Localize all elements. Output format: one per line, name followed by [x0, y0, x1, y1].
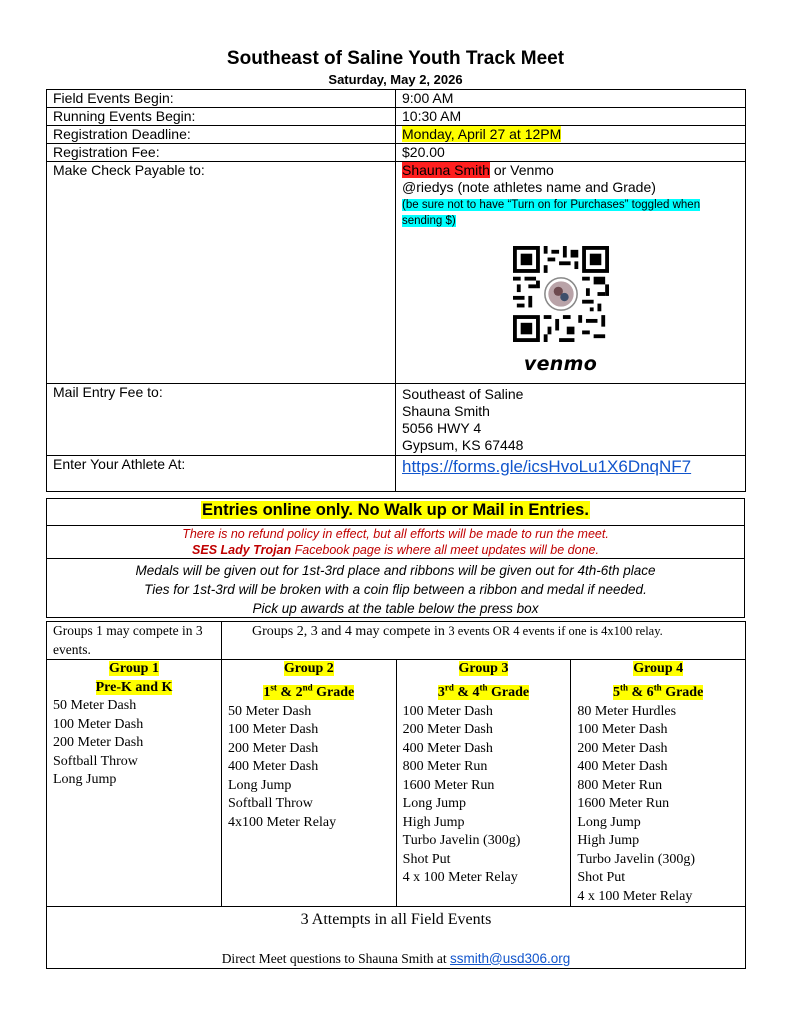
- groups-table: [46, 621, 746, 969]
- event-item: Softball Throw: [228, 796, 313, 812]
- registration-fee-label: Registration Fee:: [47, 144, 396, 162]
- enter-athlete-label: Enter Your Athlete At:: [47, 456, 396, 492]
- event-item: 200 Meter Dash: [577, 740, 668, 756]
- payable-name: Shauna Smith: [402, 162, 490, 178]
- event-item: High Jump: [402, 814, 465, 830]
- event-item: Long Jump: [577, 814, 641, 830]
- footer-cell: [47, 907, 746, 969]
- group234-rule-main: Groups 2, 3 and 4 may compete in: [252, 624, 449, 639]
- mail-entry-label: Mail Entry Fee to:: [47, 384, 396, 456]
- mail-address-line: 5056 HWY 4: [402, 420, 482, 436]
- field-events-label: Field Events Begin:: [47, 90, 396, 108]
- event-item: 400 Meter Dash: [228, 759, 319, 775]
- payable-label: Make Check Payable to:: [47, 162, 396, 384]
- event-item: 100 Meter Dash: [228, 722, 319, 738]
- entries-notice: [46, 498, 745, 618]
- mail-address-line: Southeast of Saline: [402, 386, 524, 402]
- event-item: 200 Meter Dash: [402, 722, 493, 738]
- refund-policy: There is no refund policy in effect, but all efforts will be made to run the meet.: [182, 527, 609, 541]
- venmo-note: (be sure not to have “Turn on for Purchases” toggled when sending $): [402, 199, 701, 227]
- venmo-qr-code: [513, 246, 609, 342]
- payable-cell: [396, 162, 746, 384]
- event-item: Turbo Javelin (300g): [577, 851, 696, 867]
- event-item: Shot Put: [402, 851, 451, 867]
- awards-line: Ties for 1st-3rd will be broken with a coin flip between a ribbon and medal if needed.: [144, 582, 647, 597]
- group1-rule: Groups 1 may compete in 3 events.: [47, 622, 222, 660]
- event-item: 100 Meter Dash: [53, 716, 144, 732]
- event-item: 100 Meter Dash: [577, 722, 668, 738]
- group-3-column: [396, 660, 571, 907]
- event-item: 50 Meter Dash: [53, 698, 137, 713]
- meet-info-table: [46, 89, 746, 492]
- event-item: 80 Meter Hurdles: [577, 703, 677, 719]
- group-2-column: [222, 660, 397, 907]
- group234-rule: [222, 622, 746, 660]
- event-item: 400 Meter Dash: [577, 759, 668, 775]
- event-item: 1600 Meter Run: [577, 796, 670, 812]
- event-item: 200 Meter Dash: [228, 740, 319, 756]
- group-1-name: Group 1: [109, 661, 159, 676]
- group-4-name: Group 4: [633, 661, 684, 676]
- awards-line: Medals will be given out for 1st-3rd place and ribbons will be given out for 4th-6th place: [135, 563, 656, 578]
- group-2-name: Group 2: [283, 661, 334, 676]
- group-1-grade: Pre-K and K: [95, 679, 173, 695]
- entries-online-headline: Entries online only. No Walk up or Mail in Entries.: [202, 501, 589, 519]
- mail-address-line: Gypsum, KS 67448: [402, 437, 524, 453]
- group-3-name: Group 3: [458, 661, 509, 676]
- questions-text: Direct Meet questions to Shauna Smith at: [221, 950, 451, 966]
- event-item: Turbo Javelin (300g): [402, 833, 521, 849]
- group234-rule-detail: 3 events OR 4 events if one is 4x100 relay.: [448, 624, 663, 638]
- questions-line: [53, 950, 739, 969]
- event-item: Long Jump: [402, 796, 467, 812]
- facebook-updates-text: Facebook page is where all meet updates will be done.: [291, 543, 599, 557]
- event-item: Long Jump: [228, 777, 292, 793]
- event-item: 800 Meter Run: [577, 777, 663, 793]
- venmo-logo: venmo: [523, 353, 598, 375]
- meet-date: Saturday, May 2, 2026: [328, 72, 463, 87]
- awards-line: Pick up awards at the table below the press box: [252, 601, 539, 616]
- group-4-column: [571, 660, 746, 907]
- enter-athlete-cell: [396, 456, 746, 492]
- event-item: 200 Meter Dash: [53, 735, 144, 750]
- event-item: 4 x 100 Meter Relay: [577, 888, 693, 904]
- event-item: High Jump: [577, 833, 640, 849]
- facebook-updates: [47, 542, 744, 558]
- registration-deadline-value: Monday, April 27 at 12PM: [402, 126, 562, 142]
- venmo-handle: @riedys (note athletes name and Grade): [402, 179, 656, 195]
- mail-address-line: Shauna Smith: [402, 403, 490, 419]
- group-2-grade: 1st & 2nd Grade: [263, 682, 355, 701]
- event-item: 4 x 100 Meter Relay: [402, 870, 518, 886]
- page-title: Southeast of Saline Youth Track Meet: [226, 48, 565, 69]
- event-item: 800 Meter Run: [402, 759, 488, 775]
- event-item: 1600 Meter Run: [402, 777, 495, 793]
- group-3-grade: 3rd & 4th Grade: [437, 682, 530, 701]
- payable-or-venmo: or Venmo: [489, 162, 554, 178]
- registration-deadline-cell: [396, 126, 746, 144]
- event-item: 4x100 Meter Relay: [228, 814, 337, 830]
- group-4-grade: 5th & 6th Grade: [613, 682, 704, 701]
- registration-fee-value: $20.00: [396, 144, 746, 162]
- event-item: Shot Put: [577, 870, 626, 886]
- running-events-time: 10:30 AM: [396, 108, 746, 126]
- running-events-label: Running Events Begin:: [47, 108, 396, 126]
- venmo-qr-block: [402, 246, 739, 373]
- event-item: Softball Throw: [53, 753, 138, 769]
- attempts-note: 3 Attempts in all Field Events: [300, 911, 492, 929]
- event-item: 100 Meter Dash: [402, 703, 493, 719]
- contact-email-link[interactable]: ssmith@usd306.org: [450, 950, 571, 966]
- group-1-column: [47, 660, 222, 907]
- event-item: 400 Meter Dash: [402, 740, 493, 756]
- registration-deadline-label: Registration Deadline:: [47, 126, 396, 144]
- event-item: Long Jump: [53, 772, 117, 787]
- event-item: 50 Meter Dash: [228, 703, 312, 719]
- registration-form-link[interactable]: https://forms.gle/icsHvoLu1X6DnqNF7: [402, 457, 692, 476]
- facebook-page-name: SES Lady Trojan: [192, 543, 292, 557]
- field-events-time: 9:00 AM: [396, 90, 746, 108]
- mail-address: [396, 384, 746, 456]
